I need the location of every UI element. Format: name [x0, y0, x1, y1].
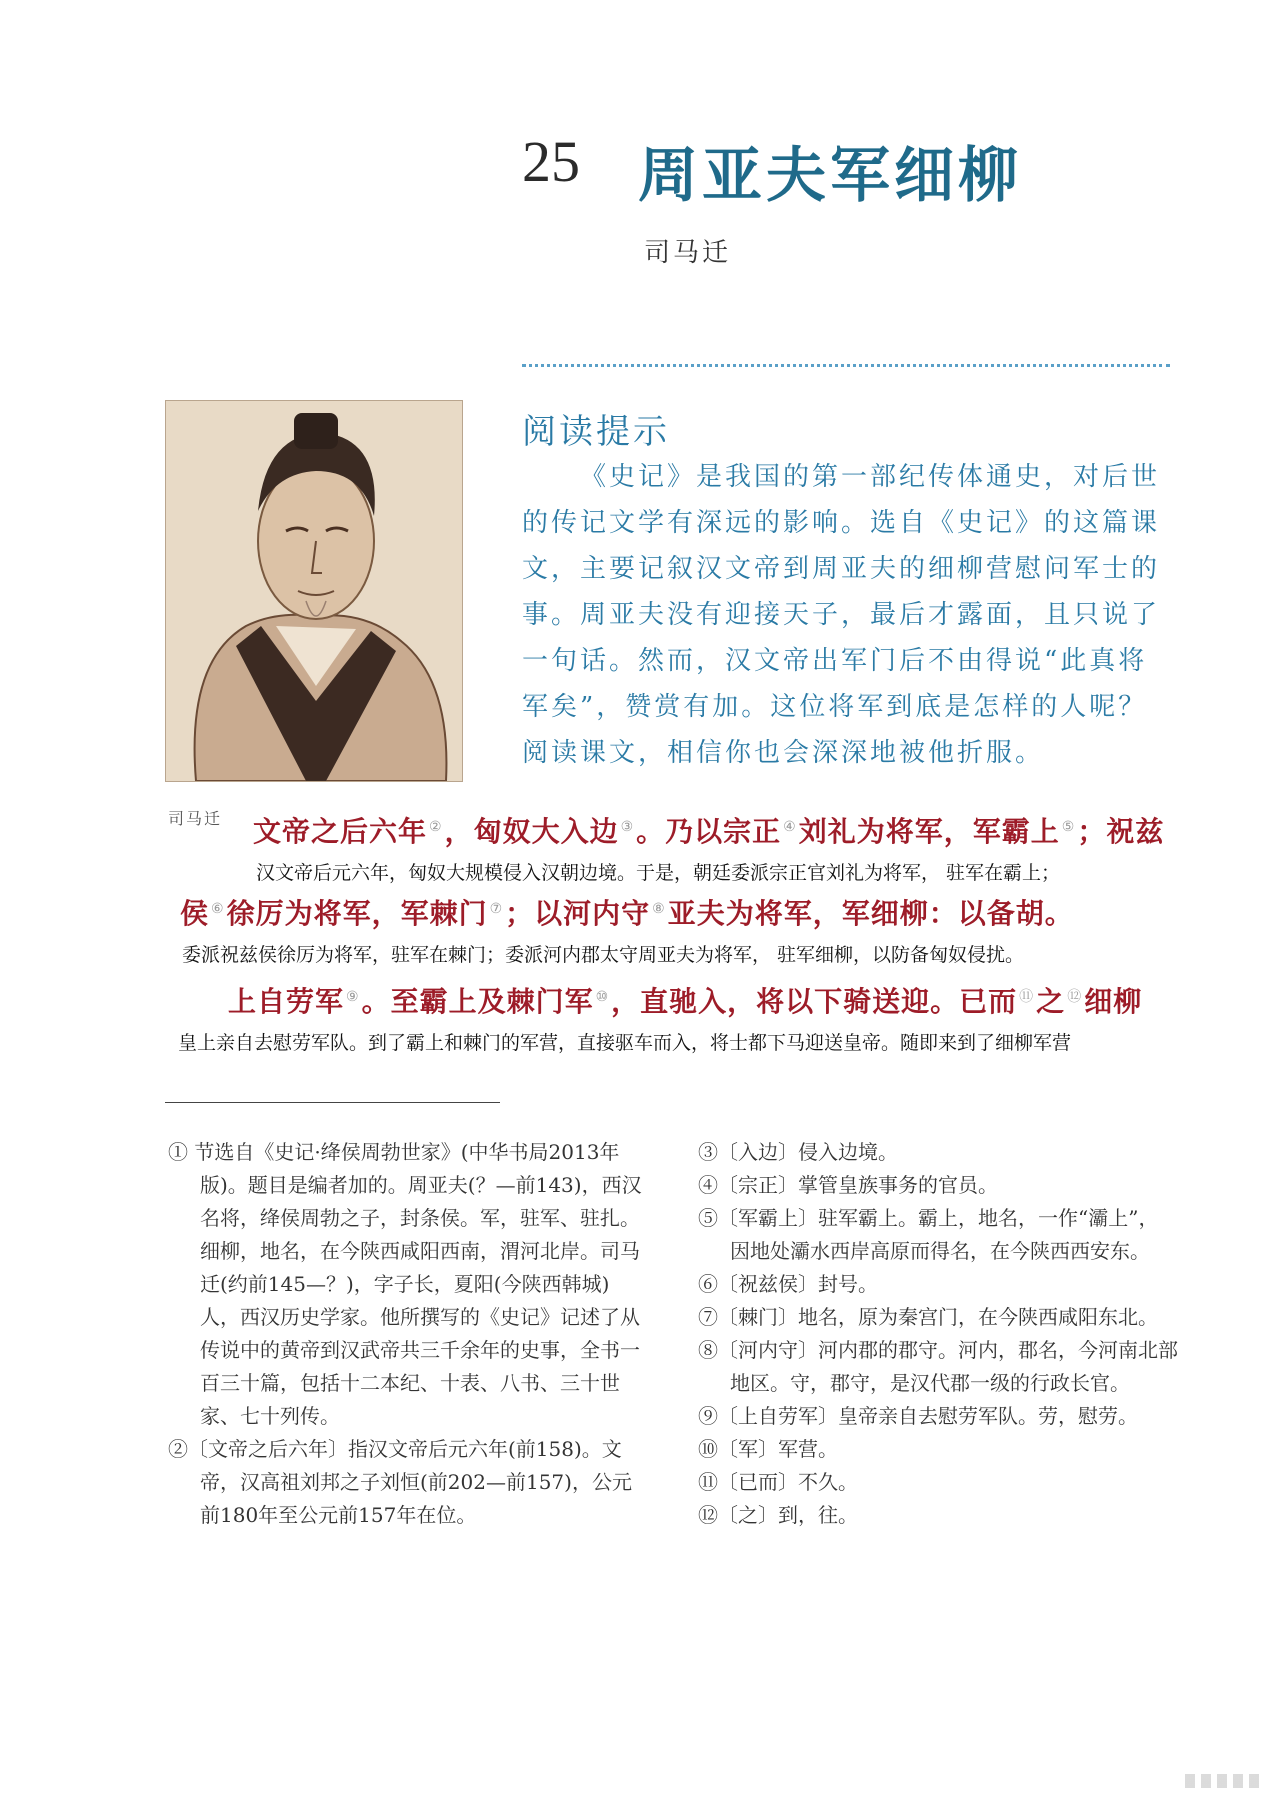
note-ref[interactable]: ⑦ [489, 900, 504, 917]
lesson-title: 周亚夫军细柳 [638, 141, 1022, 211]
text-segment: 侯 [180, 897, 210, 930]
portrait-caption: 司马迁 [168, 809, 223, 828]
text-segment: 刘礼为将军，军霸上 [798, 815, 1060, 848]
footnotes-left [168, 1136, 644, 1532]
reading-hint-title: 阅读提示 [522, 412, 670, 452]
note-ref[interactable]: ⑤ [1061, 818, 1076, 835]
note-ref[interactable]: ⑥ [211, 900, 225, 917]
note-ref[interactable]: ② [429, 818, 443, 835]
translation-line-2: 委派祝兹侯徐厉为将军，驻军在棘门；委派河内郡太守周亚夫为将军， 驻军细柳，以防备匈奴侵扰。 [182, 944, 1025, 966]
text-segment: 亚夫为将军，军细柳：以备胡。 [667, 897, 1074, 930]
portrait-drawing [166, 401, 462, 781]
footnote: ⑨〔上自劳军〕皇帝亲自去慰劳军队。劳，慰劳。 [698, 1404, 1138, 1428]
text-segment: 上自劳军 [228, 985, 345, 1018]
text-segment: 徐厉为将军，军棘门 [226, 897, 488, 930]
footnote: ⑩〔军〕军营。 [698, 1437, 838, 1461]
dotted-divider [522, 364, 1170, 367]
footnote: ⑦〔棘门〕地名，原为秦宫门，在今陕西咸阳东北。 [698, 1305, 1158, 1329]
reading-hint-body: 《史记》是我国的第一部纪传体通史，对后世的传记文学有深远的影响。选自《史记》的这篇课文，主要记叙汉文帝到周亚夫的细柳营慰问军士的事。周亚夫没有迎接天子，最后才露面，且只说了一句话。然而，汉文帝出军门后不由得说“此真将军矣”，赞赏有加。这位将军到底是怎样的人呢？阅读课文，相信你也会深深地被他折服。 [522, 462, 1161, 768]
lesson-number: 25 [522, 129, 580, 194]
footnote: ⑫〔之〕到，往。 [698, 1503, 858, 1527]
translation-line-3: 皇上亲自去慰劳军队。到了霸上和棘门的军营，直接驱车而入，将士都下马迎送皇帝。随即来到了细柳军营 [178, 1032, 1072, 1054]
text-segment: 细柳 [1084, 985, 1143, 1018]
note-ref[interactable]: ④ [783, 818, 797, 835]
note-ref[interactable]: ⑩ [595, 988, 610, 1005]
text-segment: 文帝之后六年 [253, 815, 428, 848]
watermark-decoration [1185, 1774, 1265, 1788]
note-ref[interactable]: ⑪ [1019, 988, 1035, 1005]
footnote: ②〔文帝之后六年〕指汉文帝后元六年(前158)。文帝，汉高祖刘邦之子刘恒(前202—前157)，公元前180年至公元前157年在位。 [168, 1437, 632, 1527]
footnote: ⑪〔已而〕不久。 [698, 1470, 858, 1494]
note-ref[interactable]: ③ [620, 818, 635, 835]
translation-line-1: 汉文帝后元六年，匈奴大规模侵入汉朝边境。于是，朝廷委派宗正官刘礼为将军， 驻军在霸上； [256, 862, 1061, 884]
footnote: ① 节选自《史记·绛侯周勃世家》(中华书局2013年版)。题目是编者加的。周亚夫(？—前143)，西汉名将，绛侯周勃之子，封条侯。军，驻军、驻扎。细柳，地名，在今陕西咸阳西南，渭河北岸。司马迁(约前145—？)，字子长，夏阳(今陕西韩城)人，西汉历史学家。他所撰写的《史记》记述了从传说中的黄帝到汉武帝共三千余年的史事，全书一百三十篇，包括十二本纪、十表、八书、三十世家、七十列传。 [168, 1140, 642, 1428]
note-ref[interactable]: ⑨ [346, 988, 360, 1005]
footnotes-right [698, 1136, 1178, 1532]
note-ref[interactable]: ⑧ [652, 900, 666, 917]
text-segment: ；祝兹 [1077, 815, 1165, 848]
text-segment: 。至霸上及棘门军 [361, 985, 594, 1018]
text-segment: 之 [1036, 985, 1066, 1018]
footnote: ④〔宗正〕掌管皇族事务的官员。 [698, 1173, 998, 1197]
footnote: ③〔入边〕侵入边境。 [698, 1140, 898, 1164]
portrait-image [165, 400, 463, 782]
footnote-rule [165, 1102, 500, 1103]
original-line-1 [253, 810, 1164, 850]
text-segment: 。乃以宗正 [636, 815, 782, 848]
footnote: ⑧〔河内守〕河内郡的郡守。河内，郡名，今河南北部地区。守，郡守，是汉代郡一级的行政长官。 [698, 1338, 1178, 1395]
footnote: ⑥〔祝兹侯〕封号。 [698, 1272, 878, 1296]
author-name: 司马迁 [644, 238, 732, 268]
text-segment: ，直驰入，将以下骑送迎。已而 [611, 985, 1018, 1018]
footnote: ⑤〔军霸上〕驻军霸上。霸上，地名，一作“灞上”，因地处灞水西岸高原而得名，在今陕西西安东。 [698, 1206, 1159, 1263]
text-segment: ，匈奴大入边 [444, 815, 619, 848]
text-segment: ；以河内守 [505, 897, 651, 930]
original-line-3 [228, 980, 1142, 1020]
note-ref[interactable]: ⑫ [1067, 988, 1083, 1005]
original-line-2 [180, 892, 1074, 932]
